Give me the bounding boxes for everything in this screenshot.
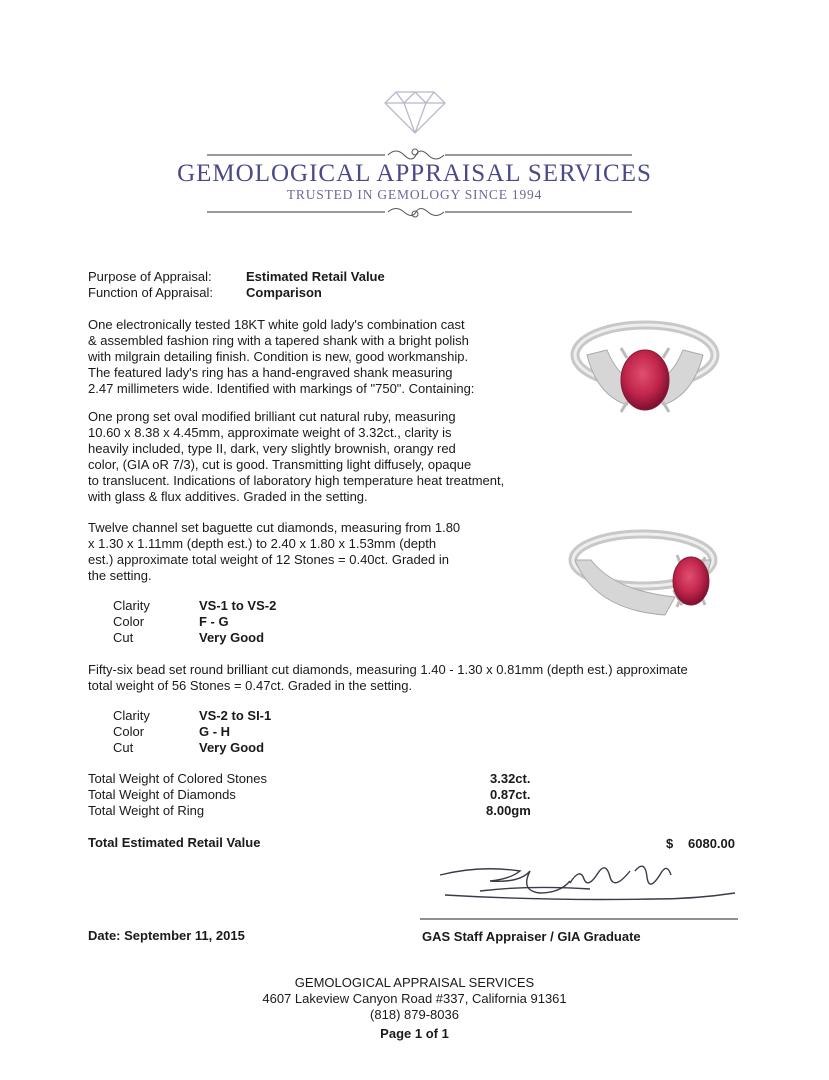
grade-row xyxy=(113,614,276,630)
purpose-label: Purpose of Appraisal: xyxy=(88,269,212,284)
function-label: Function of Appraisal: xyxy=(88,285,214,300)
ruby-description: One prong set oval modified brilliant cut natural ruby, measuring 10.60 x 8.38 x 4.45mm, approximate weight of 3.32ct., clarity is heavily included, type II, dark, very slightly brownish, orangy red color, (GIA oR 7/3), cut is good. Transmitting light diffusely, opaque to translucent. Indications of laboratory high temperature heat treatment, with glass & flux additives. Graded in the setting. xyxy=(88,409,505,504)
appraiser-title: GAS Staff Appraiser / GIA Graduate xyxy=(422,929,641,944)
footer-address: 4607 Lakeview Canyon Road #337, California 91361 xyxy=(262,991,567,1006)
total-value: 0.87ct. xyxy=(490,787,531,802)
grade-row xyxy=(113,740,271,756)
grade-value: F - G xyxy=(199,614,229,629)
grade-row xyxy=(113,708,271,724)
footer-company: GEMOLOGICAL APPRAISAL SERVICES xyxy=(294,975,535,990)
total-row xyxy=(88,787,548,803)
ring-photo-front-icon xyxy=(565,300,725,425)
signature-icon xyxy=(420,855,750,925)
total-label: Total Weight of Diamonds xyxy=(88,787,236,802)
ring-description: One electronically tested 18KT white gold lady's combination cast & assembled fashion ring with a tapered shank with a bright polish with milgrain detailing finish. Condition is new, good workmanship. The featured lady's ring has a hand-engraved shank measuring 2.47 millimeters wide. Identified with markings of "750". Containing: xyxy=(88,317,475,396)
appraisal-date: Date: September 11, 2015 xyxy=(88,928,245,943)
grade-value: Very Good xyxy=(199,740,265,755)
grade-label: Cut xyxy=(113,630,134,645)
retail-value: 6080.00 xyxy=(688,836,735,851)
grade-row xyxy=(113,598,276,614)
grade-label: Color xyxy=(113,614,145,629)
company-name: GEMOLOGICAL APPRAISAL SERVICES xyxy=(177,160,652,187)
weight-totals xyxy=(88,771,548,819)
function-value: Comparison xyxy=(246,285,322,300)
grade-value: G - H xyxy=(199,724,231,739)
grade-label: Clarity xyxy=(113,598,150,613)
total-row xyxy=(88,771,548,787)
baguette-grades xyxy=(113,598,276,646)
round-grades xyxy=(113,708,271,756)
page-number: Page 1 of 1 xyxy=(380,1026,449,1041)
ring-photo-side-icon xyxy=(565,515,730,620)
purpose-value: Estimated Retail Value xyxy=(246,269,385,284)
grade-label: Cut xyxy=(113,740,134,755)
footer-phone: (818) 879-8036 xyxy=(370,1007,459,1022)
currency-symbol: $ xyxy=(666,836,674,851)
total-row xyxy=(88,803,548,819)
baguette-description: Twelve channel set baguette cut diamonds, measuring from 1.80 x 1.30 x 1.11mm (depth est.) to 2.40 x 1.80 x 1.53mm (depth est.) approximate total weight of 12 Stones = 0.40ct. Graded in the setting. xyxy=(88,520,461,583)
grade-label: Color xyxy=(113,724,145,739)
grade-value: VS-2 to SI-1 xyxy=(199,708,272,723)
total-label: Total Weight of Colored Stones xyxy=(88,771,267,786)
total-label: Total Weight of Ring xyxy=(88,803,205,818)
grade-value: VS-1 to VS-2 xyxy=(199,598,277,613)
grade-row xyxy=(113,724,271,740)
grade-row xyxy=(113,630,276,646)
grade-label: Clarity xyxy=(113,708,150,723)
total-value: 8.00gm xyxy=(486,803,531,818)
total-value: 3.32ct. xyxy=(490,771,531,786)
round-diamonds-description: Fifty-six bead set round brilliant cut diamonds, measuring 1.40 - 1.30 x 0.81mm (depth est.) approximate total weight of 56 Stones = 0.47ct. Graded in the setting. xyxy=(88,662,688,693)
grade-value: Very Good xyxy=(199,630,265,645)
retail-value-label: Total Estimated Retail Value xyxy=(88,835,261,850)
company-tagline: TRUSTED IN GEMOLOGY SINCE 1994 xyxy=(286,187,543,202)
